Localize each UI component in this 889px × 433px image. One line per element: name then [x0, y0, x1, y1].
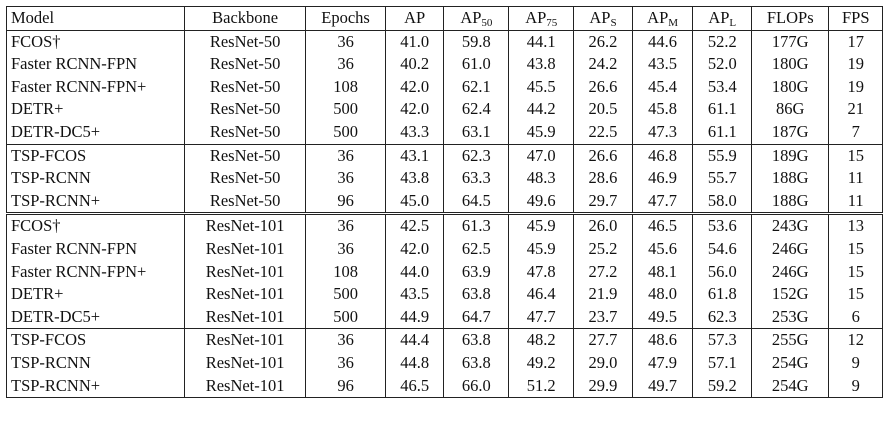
table-row	[7, 30, 883, 53]
cell-aps: 27.7	[574, 329, 633, 352]
header-subscript: 75	[546, 17, 558, 29]
cell-ap50: 62.3	[444, 144, 509, 167]
cell-apm: 43.5	[632, 53, 693, 76]
cell-ap: 43.8	[385, 167, 444, 190]
cell-ap: 42.0	[385, 76, 444, 99]
cell-ap75: 45.9	[509, 214, 574, 238]
table-row	[7, 329, 883, 352]
cell-flops: 188G	[752, 167, 829, 190]
header-ap	[385, 7, 444, 31]
table-row	[7, 306, 883, 329]
cell-apl: 57.3	[693, 329, 752, 352]
cell-apl: 59.2	[693, 375, 752, 398]
cell-apm: 48.0	[632, 283, 693, 306]
cell-model: DETR-DC5+	[7, 121, 185, 144]
cell-ap: 44.9	[385, 306, 444, 329]
cell-ap75: 48.2	[509, 329, 574, 352]
cell-aps: 24.2	[574, 53, 633, 76]
cell-ap: 44.4	[385, 329, 444, 352]
table-row	[7, 190, 883, 214]
cell-fps: 7	[829, 121, 883, 144]
cell-apm: 49.7	[632, 375, 693, 398]
cell-ap75: 45.9	[509, 121, 574, 144]
cell-apm: 45.8	[632, 98, 693, 121]
cell-apl: 56.0	[693, 261, 752, 284]
table-row	[7, 375, 883, 398]
header-label: Model	[11, 8, 55, 27]
cell-apl: 53.6	[693, 214, 752, 238]
cell-ap75: 45.5	[509, 76, 574, 99]
cell-ap: 44.8	[385, 352, 444, 375]
table-row	[7, 352, 883, 375]
results-table	[6, 6, 883, 398]
cell-aps: 29.9	[574, 375, 633, 398]
cell-backbone: ResNet-50	[184, 30, 305, 53]
cell-apl: 55.7	[693, 167, 752, 190]
cell-aps: 29.0	[574, 352, 633, 375]
cell-epochs: 36	[306, 238, 386, 261]
header-label: FPS	[841, 8, 870, 27]
cell-model: DETR+	[7, 98, 185, 121]
cell-flops: 246G	[752, 238, 829, 261]
cell-flops: 187G	[752, 121, 829, 144]
header-label: AP	[404, 8, 426, 27]
cell-ap50: 61.0	[444, 53, 509, 76]
cell-flops: 253G	[752, 306, 829, 329]
cell-ap50: 63.8	[444, 352, 509, 375]
cell-aps: 23.7	[574, 306, 633, 329]
header-apm	[632, 7, 693, 31]
cell-apm: 48.1	[632, 261, 693, 284]
cell-backbone: ResNet-101	[184, 306, 305, 329]
cell-ap: 42.5	[385, 214, 444, 238]
cell-fps: 13	[829, 214, 883, 238]
cell-apl: 58.0	[693, 190, 752, 214]
header-flops	[752, 7, 829, 31]
cell-fps: 9	[829, 352, 883, 375]
cell-model: TSP-RCNN	[7, 352, 185, 375]
cell-flops: 188G	[752, 190, 829, 214]
table-row	[7, 98, 883, 121]
cell-backbone: ResNet-101	[184, 238, 305, 261]
header-label: AP	[460, 8, 482, 27]
cell-backbone: ResNet-101	[184, 352, 305, 375]
cell-flops: 254G	[752, 375, 829, 398]
table-row	[7, 76, 883, 99]
cell-backbone: ResNet-101	[184, 375, 305, 398]
cell-flops: 254G	[752, 352, 829, 375]
cell-ap50: 66.0	[444, 375, 509, 398]
cell-flops: 189G	[752, 144, 829, 167]
cell-epochs: 36	[306, 214, 386, 238]
cell-model: FCOS†	[7, 214, 185, 238]
cell-apm: 47.9	[632, 352, 693, 375]
cell-model: TSP-RCNN+	[7, 375, 185, 398]
header-subscript: M	[668, 17, 679, 29]
cell-epochs: 36	[306, 167, 386, 190]
cell-model: DETR-DC5+	[7, 306, 185, 329]
cell-ap50: 62.4	[444, 98, 509, 121]
cell-backbone: ResNet-50	[184, 144, 305, 167]
header-epochs	[306, 7, 386, 31]
header-subscript: L	[729, 17, 737, 29]
table-row	[7, 283, 883, 306]
cell-ap75: 51.2	[509, 375, 574, 398]
cell-epochs: 500	[306, 121, 386, 144]
cell-ap75: 49.2	[509, 352, 574, 375]
cell-ap50: 63.8	[444, 329, 509, 352]
cell-aps: 21.9	[574, 283, 633, 306]
cell-epochs: 108	[306, 261, 386, 284]
cell-epochs: 500	[306, 98, 386, 121]
cell-ap75: 45.9	[509, 238, 574, 261]
cell-apm: 47.3	[632, 121, 693, 144]
cell-ap50: 63.3	[444, 167, 509, 190]
cell-flops: 243G	[752, 214, 829, 238]
cell-ap50: 62.1	[444, 76, 509, 99]
cell-ap50: 63.1	[444, 121, 509, 144]
cell-model: Faster RCNN-FPN	[7, 53, 185, 76]
cell-ap75: 47.8	[509, 261, 574, 284]
cell-ap: 41.0	[385, 30, 444, 53]
table-row	[7, 238, 883, 261]
header-subscript: S	[610, 17, 617, 29]
cell-ap50: 59.8	[444, 30, 509, 53]
cell-apl: 61.1	[693, 98, 752, 121]
cell-flops: 180G	[752, 53, 829, 76]
cell-ap50: 61.3	[444, 214, 509, 238]
cell-apm: 47.7	[632, 190, 693, 214]
cell-backbone: ResNet-101	[184, 214, 305, 238]
cell-ap50: 62.5	[444, 238, 509, 261]
cell-apl: 52.2	[693, 30, 752, 53]
cell-ap50: 64.5	[444, 190, 509, 214]
cell-aps: 26.6	[574, 76, 633, 99]
cell-ap50: 63.9	[444, 261, 509, 284]
cell-backbone: ResNet-50	[184, 167, 305, 190]
cell-flops: 180G	[752, 76, 829, 99]
cell-epochs: 500	[306, 306, 386, 329]
header-label: Backbone	[212, 8, 279, 27]
cell-flops: 255G	[752, 329, 829, 352]
cell-ap: 42.0	[385, 238, 444, 261]
cell-fps: 21	[829, 98, 883, 121]
cell-ap: 45.0	[385, 190, 444, 214]
cell-apm: 45.6	[632, 238, 693, 261]
cell-epochs: 500	[306, 283, 386, 306]
header-model	[7, 7, 185, 31]
header-ap75	[509, 7, 574, 31]
cell-backbone: ResNet-101	[184, 261, 305, 284]
header-label: Epochs	[321, 8, 370, 27]
cell-ap75: 47.0	[509, 144, 574, 167]
cell-ap: 43.3	[385, 121, 444, 144]
cell-backbone: ResNet-50	[184, 53, 305, 76]
header-apl	[693, 7, 752, 31]
cell-model: DETR+	[7, 283, 185, 306]
cell-model: TSP-FCOS	[7, 329, 185, 352]
cell-ap75: 43.8	[509, 53, 574, 76]
cell-backbone: ResNet-50	[184, 76, 305, 99]
cell-aps: 26.6	[574, 144, 633, 167]
cell-ap75: 49.6	[509, 190, 574, 214]
cell-aps: 27.2	[574, 261, 633, 284]
header-ap50	[444, 7, 509, 31]
cell-epochs: 96	[306, 190, 386, 214]
cell-ap75: 46.4	[509, 283, 574, 306]
header-label: AP	[525, 8, 547, 27]
cell-backbone: ResNet-50	[184, 98, 305, 121]
table-body	[7, 30, 883, 398]
cell-ap: 43.1	[385, 144, 444, 167]
table-row	[7, 261, 883, 284]
cell-ap50: 63.8	[444, 283, 509, 306]
cell-epochs: 36	[306, 144, 386, 167]
cell-flops: 246G	[752, 261, 829, 284]
cell-apl: 52.0	[693, 53, 752, 76]
cell-ap: 40.2	[385, 53, 444, 76]
cell-epochs: 108	[306, 76, 386, 99]
header-aps	[574, 7, 633, 31]
cell-apl: 62.3	[693, 306, 752, 329]
cell-apl: 61.1	[693, 121, 752, 144]
cell-fps: 15	[829, 283, 883, 306]
table-row	[7, 121, 883, 144]
cell-ap75: 44.2	[509, 98, 574, 121]
cell-ap75: 48.3	[509, 167, 574, 190]
cell-fps: 19	[829, 53, 883, 76]
cell-flops: 152G	[752, 283, 829, 306]
cell-epochs: 36	[306, 30, 386, 53]
header-label: AP	[589, 8, 611, 27]
cell-ap: 46.5	[385, 375, 444, 398]
cell-ap75: 44.1	[509, 30, 574, 53]
cell-fps: 15	[829, 238, 883, 261]
cell-apm: 44.6	[632, 30, 693, 53]
cell-aps: 20.5	[574, 98, 633, 121]
cell-apm: 49.5	[632, 306, 693, 329]
cell-fps: 9	[829, 375, 883, 398]
cell-aps: 28.6	[574, 167, 633, 190]
cell-apm: 45.4	[632, 76, 693, 99]
cell-backbone: ResNet-101	[184, 329, 305, 352]
cell-ap: 44.0	[385, 261, 444, 284]
cell-model: FCOS†	[7, 30, 185, 53]
table-row	[7, 214, 883, 238]
cell-aps: 25.2	[574, 238, 633, 261]
cell-flops: 86G	[752, 98, 829, 121]
cell-backbone: ResNet-50	[184, 121, 305, 144]
cell-ap75: 47.7	[509, 306, 574, 329]
cell-apl: 54.6	[693, 238, 752, 261]
cell-aps: 26.0	[574, 214, 633, 238]
cell-fps: 6	[829, 306, 883, 329]
cell-aps: 22.5	[574, 121, 633, 144]
table-row	[7, 53, 883, 76]
cell-model: TSP-RCNN	[7, 167, 185, 190]
cell-fps: 12	[829, 329, 883, 352]
cell-model: Faster RCNN-FPN	[7, 238, 185, 261]
cell-aps: 26.2	[574, 30, 633, 53]
cell-epochs: 36	[306, 352, 386, 375]
cell-aps: 29.7	[574, 190, 633, 214]
cell-ap: 43.5	[385, 283, 444, 306]
cell-model: TSP-RCNN+	[7, 190, 185, 214]
cell-epochs: 96	[306, 375, 386, 398]
header-backbone	[184, 7, 305, 31]
cell-backbone: ResNet-50	[184, 190, 305, 214]
cell-model: TSP-FCOS	[7, 144, 185, 167]
cell-apm: 48.6	[632, 329, 693, 352]
cell-ap: 42.0	[385, 98, 444, 121]
cell-fps: 19	[829, 76, 883, 99]
header-label: AP	[647, 8, 669, 27]
table-row	[7, 144, 883, 167]
cell-fps: 15	[829, 261, 883, 284]
header-row	[7, 7, 883, 31]
cell-apm: 46.8	[632, 144, 693, 167]
table-row	[7, 167, 883, 190]
cell-epochs: 36	[306, 329, 386, 352]
cell-ap50: 64.7	[444, 306, 509, 329]
cell-fps: 11	[829, 167, 883, 190]
cell-epochs: 36	[306, 53, 386, 76]
header-fps	[829, 7, 883, 31]
cell-fps: 17	[829, 30, 883, 53]
cell-apl: 57.1	[693, 352, 752, 375]
cell-backbone: ResNet-101	[184, 283, 305, 306]
cell-flops: 177G	[752, 30, 829, 53]
cell-apl: 61.8	[693, 283, 752, 306]
header-subscript: 50	[481, 17, 493, 29]
header-label: FLOPs	[766, 8, 814, 27]
cell-apl: 53.4	[693, 76, 752, 99]
cell-fps: 15	[829, 144, 883, 167]
header-label: AP	[708, 8, 730, 27]
cell-model: Faster RCNN-FPN+	[7, 76, 185, 99]
cell-apm: 46.9	[632, 167, 693, 190]
cell-fps: 11	[829, 190, 883, 214]
cell-apl: 55.9	[693, 144, 752, 167]
cell-model: Faster RCNN-FPN+	[7, 261, 185, 284]
cell-apm: 46.5	[632, 214, 693, 238]
